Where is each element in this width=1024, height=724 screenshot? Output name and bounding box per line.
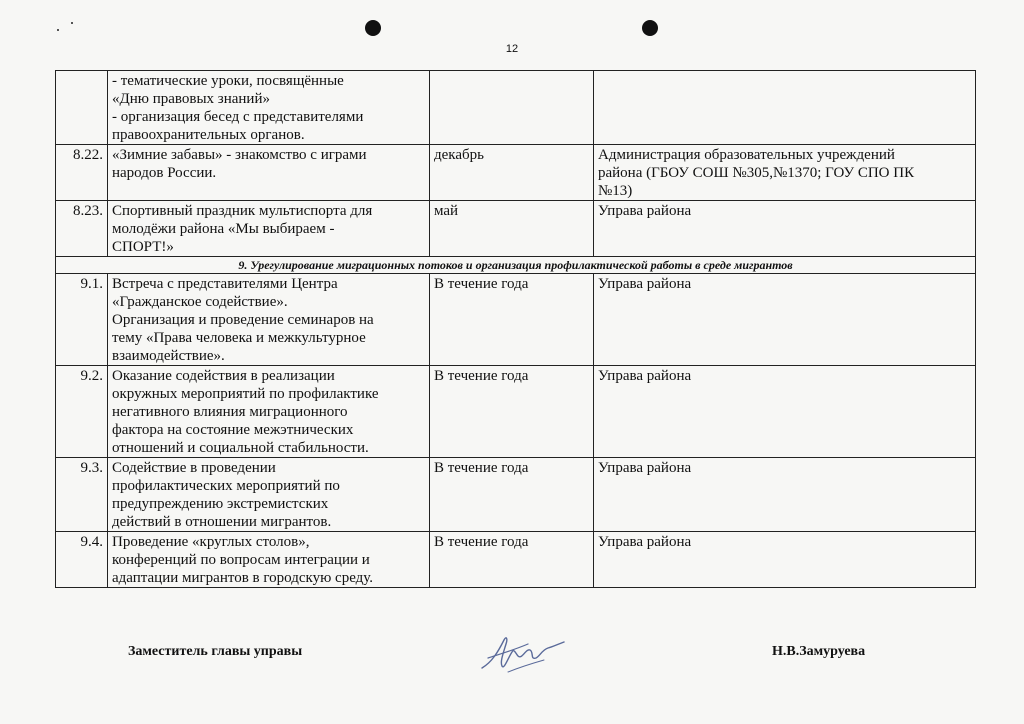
- table-row: [56, 71, 976, 145]
- event-description: Спортивный праздник мультиспорта для молодёжи района «Мы выбираем - СПОРТ!»: [108, 201, 430, 257]
- responsible-party: Управа района: [594, 274, 976, 366]
- section-header-row: [56, 257, 976, 274]
- punch-hole-right: [642, 20, 658, 36]
- event-date: В течение года: [430, 274, 594, 366]
- event-date: май: [430, 201, 594, 257]
- event-plan-table: [55, 70, 976, 588]
- table-row: [56, 145, 976, 201]
- item-number: 8.23.: [56, 201, 108, 257]
- page-number: 12: [505, 43, 519, 55]
- table-row: [56, 201, 976, 257]
- responsible-party: Управа района: [594, 532, 976, 588]
- event-description: - тематические уроки, посвящённые «Дню правовых знаний» - организация бесед с представителями правоохранительных органов.: [108, 71, 430, 145]
- scan-speck: [57, 29, 59, 31]
- signer-name: Н.В.Замуруева: [772, 644, 866, 659]
- responsible-party: [594, 71, 976, 145]
- position-title: Заместитель главы управы: [128, 644, 303, 659]
- event-date: В течение года: [430, 532, 594, 588]
- event-description: Содействие в проведении профилактических мероприятий по предупреждению экстремистских действий в отношении мигрантов.: [108, 458, 430, 532]
- event-date: В течение года: [430, 458, 594, 532]
- event-description: Оказание содействия в реализации окружных мероприятий по профилактике негативного влияния миграционного фактора на состояние межэтнических отношений и социальной стабильности.: [108, 366, 430, 458]
- table-row: [56, 274, 976, 366]
- handwritten-signature: [478, 628, 568, 676]
- item-number: 9.2.: [56, 366, 108, 458]
- event-plan-body: [56, 71, 976, 588]
- scan-speck: [71, 22, 73, 24]
- table-row: [56, 458, 976, 532]
- responsible-party: Управа района: [594, 201, 976, 257]
- event-date: декабрь: [430, 145, 594, 201]
- responsible-party: Администрация образовательных учреждений района (ГБОУ СОШ №305,№1370; ГОУ СПО ПК №13): [594, 145, 976, 201]
- item-number: 8.22.: [56, 145, 108, 201]
- responsible-party: Управа района: [594, 366, 976, 458]
- punch-hole-left: [365, 20, 381, 36]
- event-date: [430, 71, 594, 145]
- section-title: 9. Урегулирование миграционных потоков и организация профилактической работы в среде мигрантов: [56, 257, 976, 274]
- item-number: 9.3.: [56, 458, 108, 532]
- table-row: [56, 366, 976, 458]
- responsible-party: Управа района: [594, 458, 976, 532]
- item-number: [56, 71, 108, 145]
- event-description: Проведение «круглых столов», конференций по вопросам интеграции и адаптации мигрантов в городскую среду.: [108, 532, 430, 588]
- item-number: 9.4.: [56, 532, 108, 588]
- event-date: В течение года: [430, 366, 594, 458]
- event-description: Встреча с представителями Центра «Гражданское содействие». Организация и проведение семинаров на тему «Права человека и межкультурное взаимодействие».: [108, 274, 430, 366]
- item-number: 9.1.: [56, 274, 108, 366]
- table-row: [56, 532, 976, 588]
- event-description: «Зимние забавы» - знакомство с играми народов России.: [108, 145, 430, 201]
